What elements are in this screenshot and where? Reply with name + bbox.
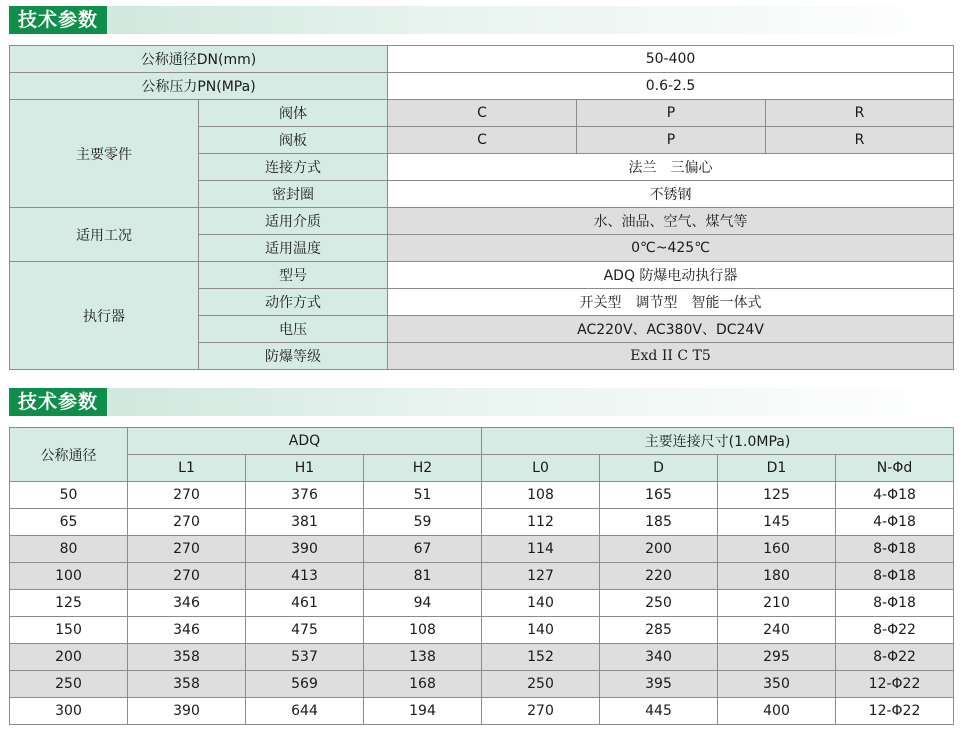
dims-col-h2: H2 bbox=[364, 455, 482, 482]
table-cell: 358 bbox=[128, 671, 246, 698]
table-row bbox=[10, 698, 954, 725]
table-cell: 270 bbox=[128, 563, 246, 590]
table-cell: 445 bbox=[600, 698, 718, 725]
dims-body bbox=[10, 482, 954, 725]
table-cell: 270 bbox=[128, 509, 246, 536]
spec-label-seal: 密封圈 bbox=[199, 181, 388, 208]
table-cell: 112 bbox=[482, 509, 600, 536]
table-row bbox=[10, 563, 954, 590]
table-cell: 152 bbox=[482, 644, 600, 671]
table-cell: 150 bbox=[10, 617, 128, 644]
table-cell: 12-Φ22 bbox=[836, 698, 954, 725]
table-row bbox=[10, 644, 954, 671]
spec-group-conditions: 适用工况 bbox=[10, 208, 199, 262]
table-cell: 270 bbox=[128, 482, 246, 509]
dims-col-h1: H1 bbox=[246, 455, 364, 482]
dims-col-l1: L1 bbox=[128, 455, 246, 482]
spec-value-disc-r: R bbox=[766, 127, 954, 154]
dims-header-adq: ADQ bbox=[128, 428, 482, 455]
spec-value-connection: 法兰 三偏心 bbox=[388, 154, 954, 181]
spec-table bbox=[9, 45, 954, 370]
spec-value-pn: 0.6-2.5 bbox=[388, 73, 954, 100]
table-cell: 67 bbox=[364, 536, 482, 563]
table-row bbox=[10, 617, 954, 644]
table-cell: 240 bbox=[718, 617, 836, 644]
table-cell: 194 bbox=[364, 698, 482, 725]
section-header-2 bbox=[9, 388, 953, 416]
table-cell: 8-Φ22 bbox=[836, 644, 954, 671]
section-title-2: 技术参数 bbox=[9, 388, 107, 416]
table-cell: 140 bbox=[482, 590, 600, 617]
table-cell: 65 bbox=[10, 509, 128, 536]
table-cell: 160 bbox=[718, 536, 836, 563]
spec-group-main-parts: 主要零件 bbox=[10, 100, 199, 208]
table-cell: 4-Φ18 bbox=[836, 509, 954, 536]
table-cell: 250 bbox=[482, 671, 600, 698]
table-cell: 125 bbox=[10, 590, 128, 617]
spec-value-action: 开关型 调节型 智能一体式 bbox=[388, 289, 954, 316]
table-cell: 8-Φ22 bbox=[836, 617, 954, 644]
table-cell: 127 bbox=[482, 563, 600, 590]
table-row bbox=[10, 590, 954, 617]
table-cell: 376 bbox=[246, 482, 364, 509]
table-cell: 80 bbox=[10, 536, 128, 563]
spec-row-medium bbox=[10, 208, 954, 235]
dims-col-n-phid: N-Φd bbox=[836, 455, 954, 482]
table-cell: 8-Φ18 bbox=[836, 536, 954, 563]
section-header-1 bbox=[9, 6, 953, 34]
table-cell: 12-Φ22 bbox=[836, 671, 954, 698]
spec-label-action: 动作方式 bbox=[199, 289, 388, 316]
spec-label-dn: 公称通径DN(mm) bbox=[10, 46, 388, 73]
table-cell: 569 bbox=[246, 671, 364, 698]
table-cell: 59 bbox=[364, 509, 482, 536]
table-cell: 50 bbox=[10, 482, 128, 509]
dims-header-dn: 公称通径 bbox=[10, 428, 128, 482]
table-cell: 644 bbox=[246, 698, 364, 725]
dims-col-d1: D1 bbox=[718, 455, 836, 482]
table-cell: 138 bbox=[364, 644, 482, 671]
table-cell: 346 bbox=[128, 590, 246, 617]
table-row bbox=[10, 482, 954, 509]
table-cell: 270 bbox=[128, 536, 246, 563]
spec-group-actuator: 执行器 bbox=[10, 262, 199, 370]
spec-row-dn bbox=[10, 46, 954, 73]
spec-value-body-r: R bbox=[766, 100, 954, 127]
spec-label-pn: 公称压力PN(MPa) bbox=[10, 73, 388, 100]
table-cell: 413 bbox=[246, 563, 364, 590]
table-cell: 395 bbox=[600, 671, 718, 698]
table-cell: 346 bbox=[128, 617, 246, 644]
table-cell: 108 bbox=[482, 482, 600, 509]
table-cell: 285 bbox=[600, 617, 718, 644]
table-cell: 358 bbox=[128, 644, 246, 671]
table-cell: 81 bbox=[364, 563, 482, 590]
dims-header-row-2 bbox=[10, 455, 954, 482]
table-cell: 400 bbox=[718, 698, 836, 725]
spec-label-body: 阀体 bbox=[199, 100, 388, 127]
dims-header-row-1 bbox=[10, 428, 954, 455]
table-row bbox=[10, 671, 954, 698]
table-cell: 350 bbox=[718, 671, 836, 698]
spec-row-model bbox=[10, 262, 954, 289]
spec-label-voltage: 电压 bbox=[199, 316, 388, 343]
table-cell: 145 bbox=[718, 509, 836, 536]
table-cell: 200 bbox=[600, 536, 718, 563]
table-cell: 210 bbox=[718, 590, 836, 617]
spec-value-dn: 50-400 bbox=[388, 46, 954, 73]
spec-value-body-c: C bbox=[388, 100, 577, 127]
spec-value-seal: 不锈钢 bbox=[388, 181, 954, 208]
dims-header-connection: 主要连接尺寸(1.0MPa) bbox=[482, 428, 954, 455]
spec-value-explosion: Exd II C T5 bbox=[388, 343, 954, 370]
table-cell: 8-Φ18 bbox=[836, 590, 954, 617]
spec-label-model: 型号 bbox=[199, 262, 388, 289]
table-cell: 537 bbox=[246, 644, 364, 671]
table-cell: 300 bbox=[10, 698, 128, 725]
table-cell: 461 bbox=[246, 590, 364, 617]
table-cell: 100 bbox=[10, 563, 128, 590]
table-cell: 220 bbox=[600, 563, 718, 590]
dims-col-l0: L0 bbox=[482, 455, 600, 482]
table-cell: 390 bbox=[128, 698, 246, 725]
table-cell: 8-Φ18 bbox=[836, 563, 954, 590]
spec-row-body bbox=[10, 100, 954, 127]
spec-label-explosion: 防爆等级 bbox=[199, 343, 388, 370]
spec-value-body-p: P bbox=[577, 100, 766, 127]
table-cell: 250 bbox=[600, 590, 718, 617]
spec-label-temperature: 适用温度 bbox=[199, 235, 388, 262]
table-cell: 390 bbox=[246, 536, 364, 563]
spec-value-temperature: 0℃~425℃ bbox=[388, 235, 954, 262]
spec-value-disc-p: P bbox=[577, 127, 766, 154]
table-cell: 381 bbox=[246, 509, 364, 536]
spec-label-medium: 适用介质 bbox=[199, 208, 388, 235]
table-cell: 94 bbox=[364, 590, 482, 617]
table-cell: 475 bbox=[246, 617, 364, 644]
table-cell: 180 bbox=[718, 563, 836, 590]
table-cell: 165 bbox=[600, 482, 718, 509]
table-cell: 108 bbox=[364, 617, 482, 644]
table-cell: 51 bbox=[364, 482, 482, 509]
spec-label-disc: 阀板 bbox=[199, 127, 388, 154]
table-cell: 340 bbox=[600, 644, 718, 671]
table-cell: 4-Φ18 bbox=[836, 482, 954, 509]
table-cell: 168 bbox=[364, 671, 482, 698]
dimensions-table bbox=[9, 427, 954, 725]
spec-row-pn bbox=[10, 73, 954, 100]
table-cell: 185 bbox=[600, 509, 718, 536]
section-title-1: 技术参数 bbox=[9, 6, 107, 34]
table-row bbox=[10, 536, 954, 563]
table-cell: 114 bbox=[482, 536, 600, 563]
spec-value-disc-c: C bbox=[388, 127, 577, 154]
table-row bbox=[10, 509, 954, 536]
table-cell: 140 bbox=[482, 617, 600, 644]
spec-value-medium: 水、油品、空气、煤气等 bbox=[388, 208, 954, 235]
table-cell: 295 bbox=[718, 644, 836, 671]
spec-value-voltage: AC220V、AC380V、DC24V bbox=[388, 316, 954, 343]
table-cell: 250 bbox=[10, 671, 128, 698]
table-cell: 125 bbox=[718, 482, 836, 509]
table-cell: 200 bbox=[10, 644, 128, 671]
table-cell: 270 bbox=[482, 698, 600, 725]
dims-col-d: D bbox=[600, 455, 718, 482]
spec-label-connection: 连接方式 bbox=[199, 154, 388, 181]
spec-value-model: ADQ 防爆电动执行器 bbox=[388, 262, 954, 289]
